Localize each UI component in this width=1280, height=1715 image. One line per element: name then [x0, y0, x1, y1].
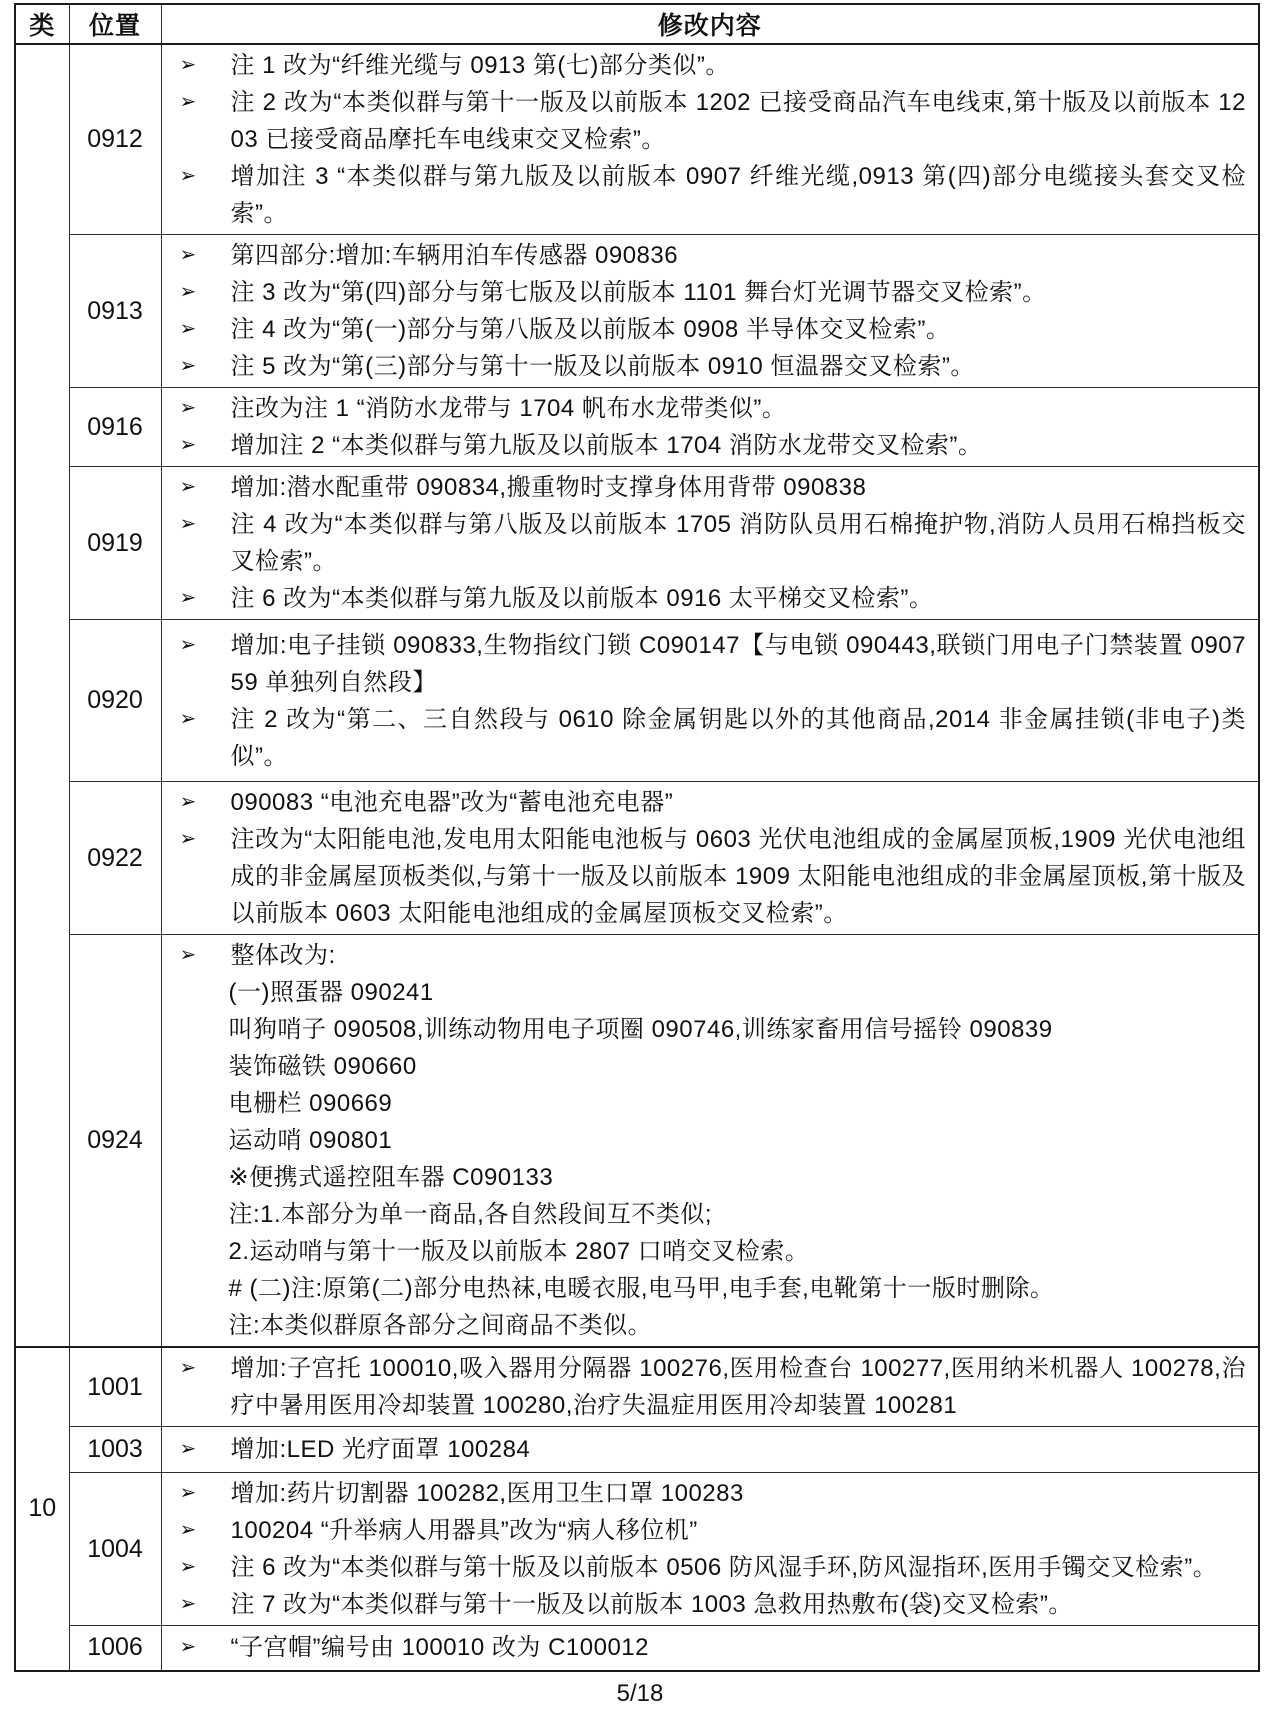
modification-text: 注改为“太阳能电池,发电用太阳能电池板与 0603 光伏电池组成的金属屋顶板,1909 光伏电池组成的非金属屋顶板类似,与第十一版及以前版本 1909 太阳能电池组成的非金属屋顶板,第十版及以前版本 0603 太阳能电池组成的金属屋顶板交叉检索”。 [230, 826, 1246, 927]
table-row [15, 467, 1259, 620]
modification-text: 整体改为: [230, 942, 336, 969]
header-cell-class: 类 [15, 4, 69, 44]
modification-item [178, 469, 1247, 506]
table-row [15, 1427, 1259, 1473]
modification-text: 090083 “电池充电器”改为“蓄电池充电器” [230, 789, 674, 816]
modification-line [178, 1307, 1247, 1344]
page-number: 5/18 [616, 1680, 664, 1707]
modification-item [178, 506, 1247, 580]
modification-text: # (二)注:原第(二)部分电热袜,电暖衣服,电马甲,电手套,电靴第十一版时删除。 [228, 1275, 1055, 1302]
position-cell: 0916 [69, 388, 161, 467]
bullet-arrow-icon: ➢ [179, 165, 197, 187]
modification-text: 注 6 改为“本类似群与第九版及以前版本 0916 太平梯交叉检索”。 [230, 585, 934, 612]
table-header-row [15, 4, 1259, 44]
modification-text: 装饰磁铁 090660 [228, 1053, 417, 1080]
modification-item [178, 1512, 1247, 1549]
position-cell: 1006 [69, 1626, 161, 1671]
bullet-arrow-icon: ➢ [179, 944, 197, 966]
bullet-arrow-icon: ➢ [179, 1482, 197, 1504]
modification-text: 增加:潜水配重带 090834,搬重物时支撑身体用背带 090838 [230, 474, 867, 501]
bullet-arrow-icon: ➢ [179, 791, 197, 813]
modification-item [178, 821, 1247, 932]
bullet-arrow-icon: ➢ [179, 476, 197, 498]
modification-item [178, 1629, 1247, 1666]
modification-text: 注 4 改为“本类似群与第八版及以前版本 1705 消防队员用石棉掩护物,消防人员用石棉挡板交叉检索”。 [230, 511, 1246, 575]
content-cell [161, 467, 1259, 620]
modification-item [178, 84, 1247, 158]
modification-item [178, 237, 1247, 274]
modification-item [178, 580, 1247, 617]
bullet-arrow-icon: ➢ [179, 1357, 197, 1379]
bullet-arrow-icon: ➢ [179, 54, 197, 76]
position-cell: 0919 [69, 467, 161, 620]
modification-text: 增加:电子挂锁 090833,生物指纹门锁 C090147【与电锁 090443,联锁门用电子门禁装置 090759 单独列自然段】 [230, 631, 1246, 696]
modification-line [178, 1085, 1247, 1122]
bullet-arrow-icon: ➢ [179, 434, 197, 456]
bullet-arrow-icon: ➢ [179, 318, 197, 340]
content-cell [161, 1626, 1259, 1671]
modification-text: 注 3 改为“第(四)部分与第七版及以前版本 1101 舞台灯光调节器交叉检索”。 [230, 279, 1047, 306]
modification-line [178, 1196, 1247, 1233]
bullet-arrow-icon: ➢ [179, 1593, 197, 1615]
table-body [15, 44, 1259, 1671]
bullet-arrow-icon: ➢ [179, 281, 197, 303]
modification-item [178, 627, 1247, 701]
modification-text: ※便携式遥控阻车器 C090133 [228, 1164, 554, 1191]
modification-item [178, 1475, 1247, 1512]
modification-item [178, 1350, 1247, 1424]
modification-item [178, 701, 1247, 775]
modification-text: 运动哨 090801 [228, 1127, 393, 1154]
content-cell [161, 782, 1259, 935]
position-cell: 0922 [69, 782, 161, 935]
modification-text: 增加:药片切割器 100282,医用卫生口罩 100283 [230, 1480, 744, 1507]
table-row [15, 935, 1259, 1348]
modification-text: 注 5 改为“第(三)部分与第十一版及以前版本 0910 恒温器交叉检索”。 [230, 353, 975, 380]
bullet-arrow-icon: ➢ [179, 1556, 197, 1578]
modification-text: 注 7 改为“本类似群与第十一版及以前版本 1003 急救用热敷布(袋)交叉检索”。 [230, 1591, 1073, 1618]
modification-item [178, 784, 1247, 821]
modification-line [178, 1159, 1247, 1196]
position-cell: 1001 [69, 1347, 161, 1427]
content-cell [161, 620, 1259, 782]
content-cell [161, 935, 1259, 1348]
header-cell-content: 修改内容 [161, 4, 1259, 44]
position-cell: 0920 [69, 620, 161, 782]
modification-text: 增加:子宫托 100010,吸入器用分隔器 100276,医用检查台 100277,医用纳米机器人 100278,治疗中暑用医用冷却装置 100280,治疗失温症用医用冷却装置 100281 [230, 1355, 1246, 1419]
bullet-arrow-icon: ➢ [179, 397, 197, 419]
table-row [15, 1473, 1259, 1626]
content-cell [161, 1427, 1259, 1473]
position-cell: 1004 [69, 1473, 161, 1626]
modification-item [178, 1549, 1247, 1586]
bullet-arrow-icon: ➢ [179, 828, 197, 850]
modification-item [178, 47, 1247, 84]
bullet-arrow-icon: ➢ [179, 513, 197, 535]
modification-text: (一)照蛋器 090241 [228, 979, 434, 1006]
modification-text: 注改为注 1 “消防水龙带与 1704 帆布水龙带类似”。 [230, 395, 787, 422]
modification-item [178, 1431, 1247, 1468]
bullet-arrow-icon: ➢ [179, 91, 197, 113]
bullet-arrow-icon: ➢ [179, 1519, 197, 1541]
modification-line [178, 1048, 1247, 1085]
modification-line [178, 974, 1247, 1011]
page-footer [0, 1680, 1280, 1708]
bullet-arrow-icon: ➢ [179, 355, 197, 377]
class-cell: 10 [15, 1347, 69, 1671]
table-row [15, 1626, 1259, 1671]
modification-text: 叫狗哨子 090508,训练动物用电子项圈 090746,训练家畜用信号摇铃 090839 [228, 1016, 1053, 1043]
modification-text: 注 6 改为“本类似群与第十版及以前版本 0506 防风湿手环,防风湿指环,医用手镯交叉检索”。 [230, 1554, 1218, 1581]
header-cell-position: 位置 [69, 4, 161, 44]
modification-text: 第四部分:增加:车辆用泊车传感器 090836 [230, 242, 679, 269]
modification-text: 2.运动哨与第十一版及以前版本 2807 口哨交叉检索。 [228, 1238, 810, 1265]
modification-text: 注 4 改为“第(一)部分与第八版及以前版本 0908 半导体交叉检索”。 [230, 316, 951, 343]
bullet-arrow-icon: ➢ [179, 587, 197, 609]
content-cell [161, 44, 1259, 235]
position-cell: 0913 [69, 235, 161, 388]
content-cell [161, 1347, 1259, 1427]
bullet-arrow-icon: ➢ [179, 633, 197, 656]
class-cell [15, 44, 69, 1347]
modification-text: 增加注 3 “本类似群与第九版及以前版本 0907 纤维光缆,0913 第(四)部分电缆接头套交叉检索”。 [230, 163, 1246, 227]
modification-item [178, 427, 1247, 464]
modification-item [178, 274, 1247, 311]
modification-item [178, 158, 1247, 232]
modification-line [178, 1011, 1247, 1048]
bullet-arrow-icon: ➢ [179, 1438, 197, 1460]
bullet-arrow-icon: ➢ [179, 707, 197, 730]
modification-text: 增加注 2 “本类似群与第九版及以前版本 1704 消防水龙带交叉检索”。 [230, 432, 983, 459]
table-row [15, 235, 1259, 388]
modification-text: 增加:LED 光疗面罩 100284 [230, 1436, 531, 1463]
table-row [15, 388, 1259, 467]
position-cell: 0924 [69, 935, 161, 1348]
table-row [15, 1347, 1259, 1427]
content-cell [161, 1473, 1259, 1626]
modification-line [178, 1122, 1247, 1159]
modification-text: 注 2 改为“第二、三自然段与 0610 除金属钥匙以外的其他商品,2014 非金属挂锁(非电子)类似”。 [230, 705, 1246, 770]
modification-item [178, 937, 1247, 974]
modification-text: 100204 “升举病人用器具”改为“病人移位机” [230, 1517, 698, 1544]
modification-text: “子宫帽”编号由 100010 改为 C100012 [230, 1634, 649, 1662]
content-cell [161, 235, 1259, 388]
content-cell [161, 388, 1259, 467]
position-cell: 0912 [69, 44, 161, 235]
table-row [15, 782, 1259, 935]
modification-text: 注 1 改为“纤维光缆与 0913 第(七)部分类似”。 [230, 52, 730, 79]
table-row [15, 44, 1259, 235]
modification-line [178, 1233, 1247, 1270]
modification-table [14, 3, 1260, 1672]
modification-text: 注 2 改为“本类似群与第十一版及以前版本 1202 已接受商品汽车电线束,第十版及以前版本 1203 已接受商品摩托车电线束交叉检索”。 [230, 89, 1246, 153]
position-cell: 1003 [69, 1427, 161, 1473]
table-row [15, 620, 1259, 782]
modification-text: 电栅栏 090669 [228, 1090, 393, 1117]
modification-item [178, 1586, 1247, 1623]
modification-text: 注:本类似群原各部分之间商品不类似。 [228, 1312, 653, 1339]
modification-item [178, 311, 1247, 348]
modification-item [178, 348, 1247, 385]
modification-text: 注:1.本部分为单一商品,各自然段间互不类似; [228, 1201, 713, 1228]
bullet-arrow-icon: ➢ [179, 1636, 197, 1659]
modification-item [178, 390, 1247, 427]
bullet-arrow-icon: ➢ [179, 244, 197, 266]
modification-line [178, 1270, 1247, 1307]
